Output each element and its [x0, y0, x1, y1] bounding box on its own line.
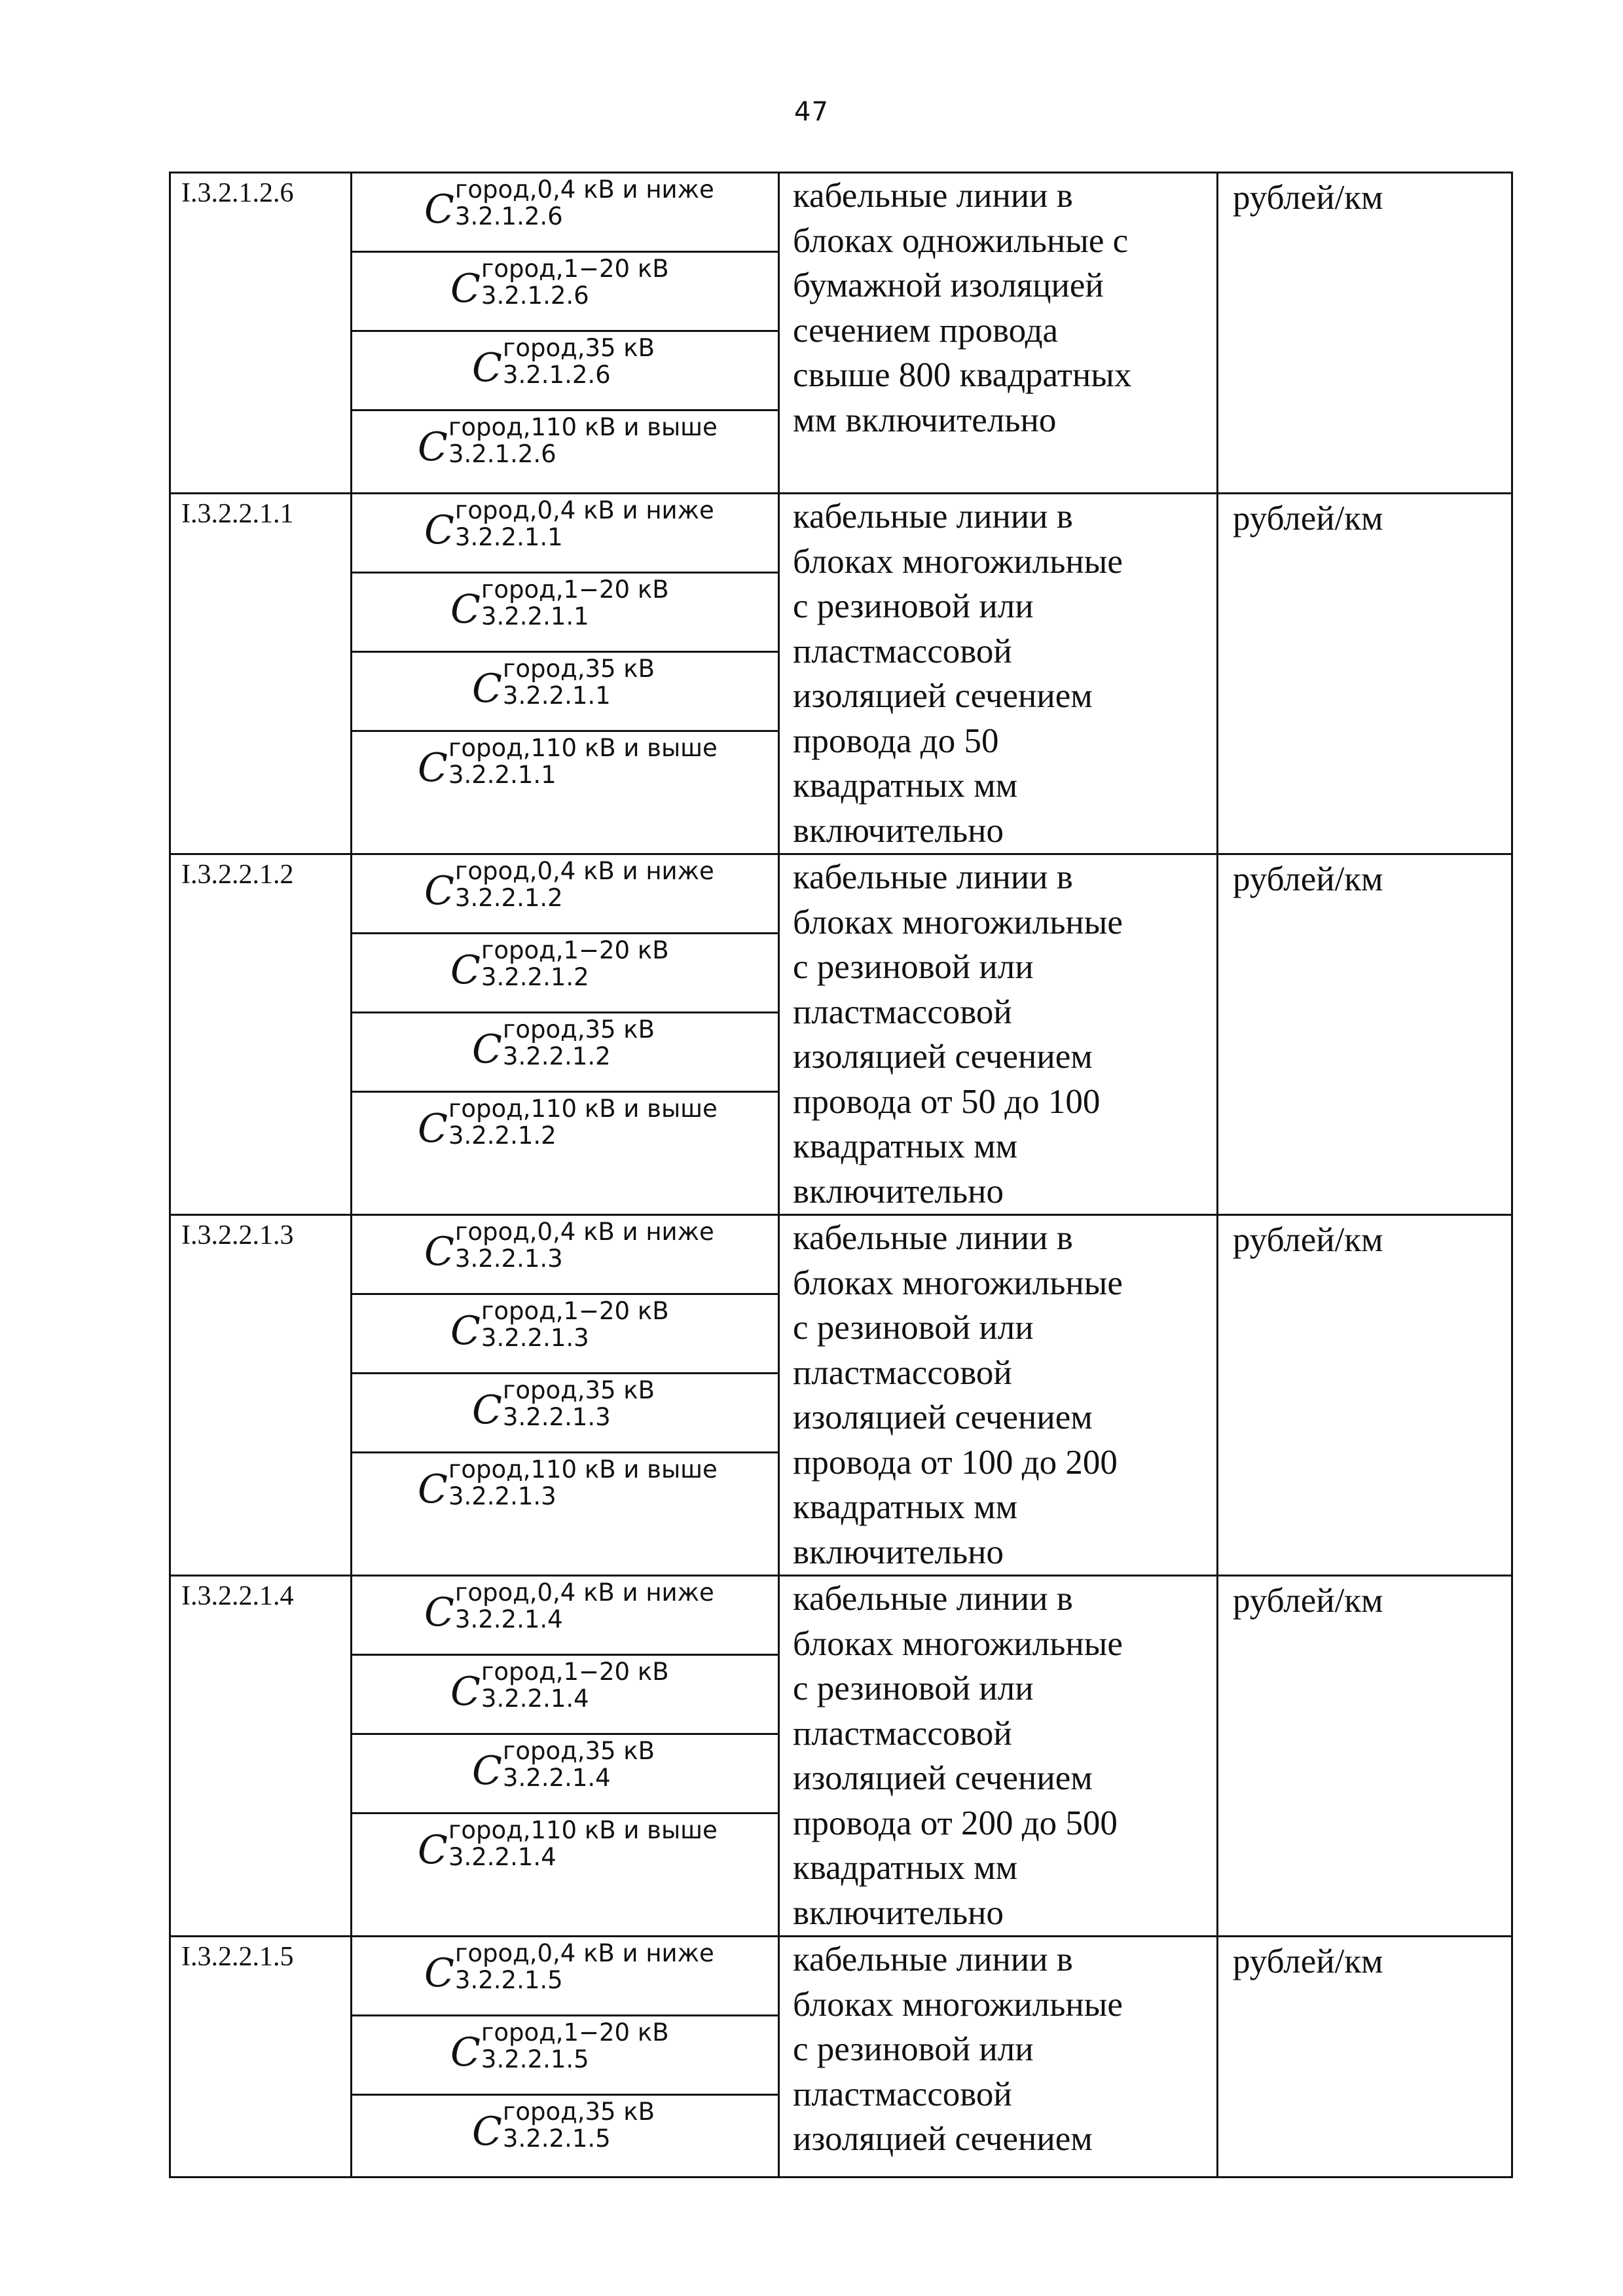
formula-subscript: 3.2.2.1.4 — [502, 1764, 611, 1792]
description-line: изоляцией сечением — [793, 1038, 1093, 1076]
rate-symbol: C — [424, 868, 454, 914]
description-line: пластмассовой — [793, 1353, 1012, 1392]
formula-row — [352, 332, 778, 411]
rate-formula — [450, 1658, 669, 1715]
rate-symbol: C — [418, 745, 448, 791]
formula-row — [352, 1295, 778, 1374]
formula-superscript: город,1−20 кВ — [481, 1297, 669, 1325]
formula-scripts — [455, 859, 714, 910]
description-cell — [779, 1937, 1218, 2178]
formula-row — [352, 1576, 778, 1656]
description-line: кабельные линии в — [793, 1580, 1073, 1618]
rate-formula — [450, 2018, 669, 2075]
formula-cell — [352, 173, 779, 494]
formula-subscript: 3.2.1.2.6 — [502, 361, 611, 389]
formula-subscript: 3.2.2.1.2 — [448, 1121, 556, 1150]
rate-symbol: C — [450, 587, 481, 632]
rate-symbol: C — [472, 1387, 502, 1433]
item-code: I.3.2.2.1.4 — [170, 1576, 352, 1937]
formula-row — [352, 1937, 778, 2016]
rate-formula — [424, 1218, 714, 1275]
formula-subscript: 3.2.2.1.5 — [454, 1966, 563, 1994]
item-code: I.3.2.2.1.1 — [170, 494, 352, 854]
unit-cell: рублей/км — [1218, 494, 1512, 854]
rate-formula — [472, 1737, 655, 1794]
description-line: мм включительно — [793, 401, 1057, 439]
formula-row — [352, 411, 778, 492]
formula-cell — [352, 494, 779, 854]
description-line: блоках многожильные — [793, 1624, 1123, 1663]
description-line: провода от 100 до 200 — [793, 1443, 1118, 1482]
unit-cell: рублей/км — [1218, 854, 1512, 1215]
rate-formula — [424, 496, 714, 553]
formula-superscript: город,0,4 кВ и ниже — [454, 1218, 714, 1246]
description-cell — [779, 854, 1218, 1215]
description-line: с резиновой или — [793, 2030, 1034, 2068]
formula-superscript: город,0,4 кВ и ниже — [454, 1578, 714, 1607]
formula-scripts — [481, 257, 669, 308]
formula-scripts — [481, 1660, 669, 1711]
formula-superscript: город,110 кВ и выше — [448, 734, 718, 762]
rate-formula — [472, 1376, 655, 1433]
rate-symbol: C — [418, 1827, 448, 1873]
rate-formula — [418, 413, 718, 470]
description-line: включительно — [793, 1172, 1004, 1211]
rate-formula — [418, 1455, 718, 1512]
formula-subscript: 3.2.2.1.1 — [448, 761, 556, 789]
formula-subscript: 3.2.2.1.3 — [454, 1245, 563, 1273]
rate-symbol: C — [472, 666, 502, 712]
description-line: блоках многожильные — [793, 1264, 1123, 1302]
description-line: свыше 800 квадратных — [793, 356, 1132, 394]
formula-row — [352, 494, 778, 574]
rate-symbol: C — [418, 1467, 448, 1512]
rate-formula — [450, 255, 669, 312]
table-row — [170, 1937, 1512, 2178]
rate-symbol: C — [424, 187, 454, 232]
rate-formula — [418, 1095, 718, 1152]
rate-symbol: C — [450, 2030, 481, 2075]
unit-cell: рублей/км — [1218, 173, 1512, 494]
formula-row — [352, 1216, 778, 1295]
formula-row — [352, 1374, 778, 1453]
rate-formula — [424, 1578, 714, 1635]
table-row — [170, 1576, 1512, 1937]
rate-symbol: C — [472, 345, 502, 391]
formula-subscript: 3.2.2.1.1 — [502, 682, 611, 710]
description-line: провода от 50 до 100 — [793, 1082, 1101, 1121]
description-cell — [779, 1576, 1218, 1937]
formula-row — [352, 855, 778, 934]
rate-symbol: C — [450, 947, 481, 993]
formula-superscript: город,35 кВ — [502, 1376, 655, 1404]
formula-row — [352, 653, 778, 732]
rate-symbol: C — [418, 1106, 448, 1152]
item-code: I.3.2.2.1.3 — [170, 1215, 352, 1576]
rate-formula — [472, 2098, 655, 2155]
formula-subscript: 3.2.2.1.2 — [502, 1042, 611, 1070]
formula-scripts — [481, 938, 669, 989]
table-row — [170, 854, 1512, 1215]
description-cell — [779, 173, 1218, 494]
rate-symbol: C — [472, 1027, 502, 1072]
formula-superscript: город,1−20 кВ — [481, 255, 669, 283]
formula-scripts — [455, 498, 714, 549]
rate-formula — [450, 575, 669, 632]
formula-scripts — [448, 736, 718, 787]
formula-row — [352, 934, 778, 1013]
formula-superscript: город,35 кВ — [502, 1737, 655, 1765]
description-line: включительно — [793, 1893, 1004, 1932]
rate-symbol: C — [472, 2109, 502, 2155]
rate-formula — [472, 655, 655, 712]
description-line: квадратных мм — [793, 1488, 1018, 1526]
formula-scripts — [481, 2020, 669, 2071]
formula-subscript: 3.2.2.1.5 — [502, 2124, 611, 2153]
description-line: пластмассовой — [793, 2075, 1012, 2113]
formula-superscript: город,0,4 кВ и ниже — [454, 496, 714, 524]
formula-scripts — [455, 1220, 714, 1271]
formula-subscript: 3.2.2.1.2 — [454, 884, 563, 912]
formula-row — [352, 732, 778, 849]
rate-symbol: C — [450, 1308, 481, 1354]
description-line: блоках многожильные — [793, 903, 1123, 941]
formula-row — [352, 1814, 778, 1931]
formula-subscript: 3.2.2.1.3 — [502, 1403, 611, 1431]
description-line: квадратных мм — [793, 1849, 1018, 1887]
description-line: кабельные линии в — [793, 498, 1073, 536]
description-line: пластмассовой — [793, 1714, 1012, 1753]
formula-subscript: 3.2.1.2.6 — [481, 282, 589, 310]
table-row — [170, 1215, 1512, 1576]
rate-symbol: C — [450, 1669, 481, 1715]
formula-subscript: 3.2.2.1.3 — [448, 1482, 556, 1510]
formula-subscript: 3.2.1.2.6 — [448, 440, 556, 468]
formula-row — [352, 253, 778, 332]
description-line: блоках одножильные с — [793, 221, 1129, 260]
formula-subscript: 3.2.2.1.1 — [454, 523, 563, 551]
description-line: изоляцией сечением — [793, 2120, 1093, 2158]
rate-formula — [472, 334, 655, 391]
formula-scripts — [503, 2100, 655, 2151]
tariff-table — [169, 172, 1513, 2178]
formula-row — [352, 1093, 778, 1210]
formula-cell — [352, 854, 779, 1215]
formula-superscript: город,110 кВ и выше — [448, 1455, 718, 1484]
formula-superscript: город,35 кВ — [502, 1015, 655, 1044]
formula-scripts — [448, 1097, 718, 1148]
description-line: квадратных мм — [793, 767, 1018, 805]
page-number: 47 — [794, 97, 829, 127]
rate-symbol: C — [418, 424, 448, 470]
rate-symbol: C — [472, 1748, 502, 1794]
description-line: блоках многожильные — [793, 1985, 1123, 2024]
description-line: с резиновой или — [793, 587, 1034, 625]
item-code: I.3.2.2.1.2 — [170, 854, 352, 1215]
formula-scripts — [503, 1739, 655, 1790]
formula-superscript: город,35 кВ — [502, 655, 655, 683]
unit-cell: рублей/км — [1218, 1576, 1512, 1937]
description-line: изоляцией сечением — [793, 1398, 1093, 1436]
item-code: I.3.2.1.2.6 — [170, 173, 352, 494]
formula-row — [352, 1656, 778, 1735]
rate-symbol: C — [424, 1229, 454, 1275]
formula-scripts — [503, 1017, 655, 1068]
table-row — [170, 494, 1512, 854]
description-line: провода до 50 — [793, 721, 999, 760]
formula-row — [352, 1735, 778, 1814]
formula-subscript: 3.2.2.1.4 — [481, 1685, 589, 1713]
unit-cell: рублей/км — [1218, 1937, 1512, 2178]
description-line: включительно — [793, 1533, 1004, 1571]
rate-formula — [450, 936, 669, 993]
description-line: провода от 200 до 500 — [793, 1804, 1118, 1842]
description-line: пластмассовой — [793, 632, 1012, 670]
description-cell — [779, 494, 1218, 854]
description-cell — [779, 1215, 1218, 1576]
formula-scripts — [448, 415, 718, 466]
formula-subscript: 3.2.2.1.3 — [481, 1324, 589, 1352]
item-code: I.3.2.2.1.5 — [170, 1937, 352, 2178]
formula-subscript: 3.2.2.1.5 — [481, 2045, 589, 2073]
formula-superscript: город,0,4 кВ и ниже — [454, 175, 714, 204]
formula-scripts — [448, 1457, 718, 1508]
rate-symbol: C — [424, 507, 454, 553]
description-line: кабельные линии в — [793, 177, 1073, 215]
description-line: изоляцией сечением — [793, 1759, 1093, 1797]
formula-superscript: город,1−20 кВ — [481, 1658, 669, 1686]
unit-cell: рублей/км — [1218, 1215, 1512, 1576]
formula-superscript: город,1−20 кВ — [481, 2018, 669, 2047]
rate-symbol: C — [424, 1590, 454, 1635]
rate-formula — [424, 1939, 714, 1996]
formula-scripts — [455, 177, 714, 228]
formula-row — [352, 2016, 778, 2096]
formula-subscript: 3.2.2.1.4 — [448, 1843, 556, 1871]
formula-scripts — [481, 1299, 669, 1350]
description-line: с резиновой или — [793, 1309, 1034, 1347]
description-line: кабельные линии в — [793, 858, 1073, 896]
formula-superscript: город,0,4 кВ и ниже — [454, 857, 714, 885]
description-line: пластмассовой — [793, 993, 1012, 1031]
rate-formula — [424, 857, 714, 914]
formula-superscript: город,110 кВ и выше — [448, 1816, 718, 1844]
formula-scripts — [455, 1941, 714, 1992]
formula-superscript: город,35 кВ — [502, 2098, 655, 2126]
formula-scripts — [455, 1580, 714, 1631]
rate-formula — [472, 1015, 655, 1072]
formula-scripts — [448, 1818, 718, 1869]
description-line: кабельные линии в — [793, 1941, 1073, 1978]
formula-cell — [352, 1937, 779, 2178]
rate-formula — [450, 1297, 669, 1354]
formula-row — [352, 1453, 778, 1571]
rate-formula — [418, 734, 718, 791]
formula-cell — [352, 1215, 779, 1576]
formula-superscript: город,0,4 кВ и ниже — [454, 1939, 714, 1967]
description-line: изоляцией сечением — [793, 677, 1093, 715]
formula-row — [352, 574, 778, 653]
rate-symbol: C — [424, 1950, 454, 1996]
description-line: квадратных мм — [793, 1127, 1018, 1165]
formula-scripts — [481, 577, 669, 629]
formula-superscript: город,110 кВ и выше — [448, 413, 718, 441]
description-line: бумажной изоляцией — [793, 266, 1104, 304]
description-line: блоках многожильные — [793, 542, 1123, 581]
formula-superscript: город,35 кВ — [502, 334, 655, 362]
description-line: кабельные линии в — [793, 1219, 1073, 1257]
rate-formula — [418, 1816, 718, 1873]
formula-subscript: 3.2.2.1.2 — [481, 963, 589, 991]
description-line: с резиновой или — [793, 948, 1034, 986]
formula-cell — [352, 1576, 779, 1937]
description-line: с резиновой или — [793, 1669, 1034, 1707]
description-line: сечением провода — [793, 311, 1059, 350]
formula-scripts — [503, 336, 655, 387]
formula-row — [352, 1013, 778, 1093]
table-row — [170, 173, 1512, 494]
formula-subscript: 3.2.2.1.1 — [481, 602, 589, 630]
formula-superscript: город,110 кВ и выше — [448, 1095, 718, 1123]
formula-row — [352, 2096, 778, 2176]
formula-subscript: 3.2.2.1.4 — [454, 1605, 563, 1633]
formula-scripts — [503, 1378, 655, 1429]
formula-scripts — [503, 657, 655, 708]
formula-superscript: город,1−20 кВ — [481, 936, 669, 964]
rate-formula — [424, 175, 714, 232]
formula-row — [352, 173, 778, 253]
rate-symbol: C — [450, 266, 481, 312]
description-line: включительно — [793, 811, 1004, 850]
formula-superscript: город,1−20 кВ — [481, 575, 669, 604]
formula-subscript: 3.2.1.2.6 — [454, 202, 563, 230]
